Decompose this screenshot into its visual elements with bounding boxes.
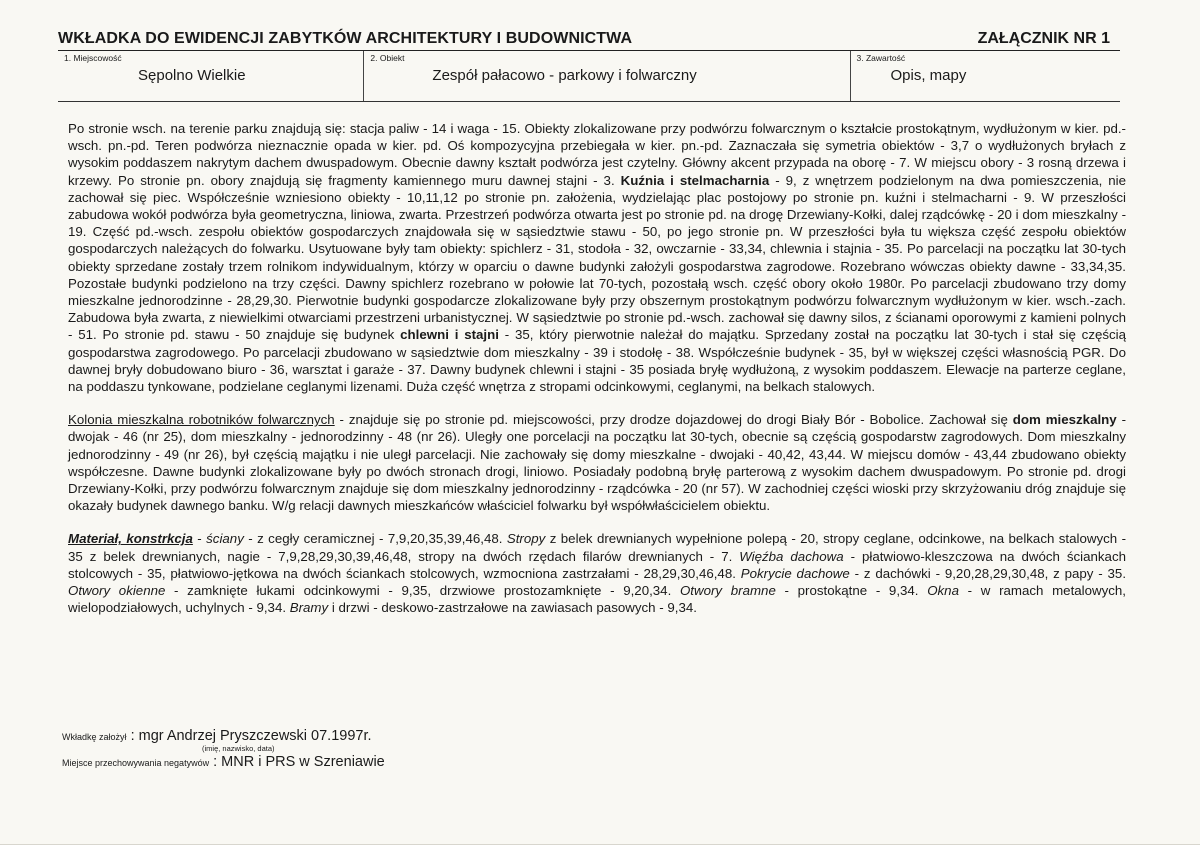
text-run-italic: Więźba dachowa (739, 548, 844, 564)
founded-sub-label: (imię, nazwisko, data) (202, 744, 275, 753)
paragraph-workers-colony (68, 411, 1126, 514)
text-run-bold: dom mieszkalny (1012, 412, 1117, 428)
founded-value: : mgr Andrzej Pryszczewski 07.1997r. (130, 728, 372, 744)
document-title: WKŁADKA DO EWIDENCJI ZABYTKÓW ARCHITEKTURY I BUDOWNICTWA (58, 30, 633, 47)
text-run: - 35, który pierwotnie należał do majątku. Sprzedany został na początku lat 30-tych i stał się częścią gospodarstwa zagrodowego. Po parcelacji zbudowano w sąsiedztwie dom mieszkalny - 39 i stodołę - 38. Współcześnie budynek - 35, był w większej części własnością PGR. Do dawnej bryły dobudowano biuro - 36, warsztat i garaże - 37. Dawny budynek chlewni i stajni - 35 posiada bryłę wydłużoną, z wysokim poddaszem. Elewacje na parterze ceglane, na poddaszu tynkowane, podzielane ceglanymi lizenami. Duża część wnętrza z stropami odcinkowymi, ceglanymi, na belkach stalowych. (68, 327, 1127, 395)
object-label: 2. Obiekt (370, 53, 405, 63)
text-run-italic: Stropy (506, 531, 546, 547)
text-run-bold: Kuźnia i stelmacharnia (620, 172, 770, 188)
text-run-italic: Okna (927, 583, 959, 599)
text-run: - w ramach metalowych, wielopodziałowych, uchylnych - 9,34. (68, 583, 1126, 616)
text-run-bold: chlewni i stajni (400, 327, 499, 343)
founded-label: Wkładkę założył (62, 732, 127, 742)
storage-row (62, 754, 385, 770)
paragraph-farm-buildings (68, 120, 1126, 395)
text-run: i drzwi - deskowo-zastrzałowe na zawiasach pasowych - 9,34. (328, 600, 697, 616)
attachment-number: ZAŁĄCZNIK NR 1 (977, 30, 1110, 47)
text-run: - 9, z wnętrzem podzielonym na dwa pomieszczenia, nie zachował się piec. Współcześnie wzniesiono obiekty - 10,11,12 po stronie pn. założenia, wydzielając plac postojowy po stronie pn. kuźni i stelmacharni - 9. W przeszłości zabudowa wokół podwórza była geometryczna, liniowa, zwarta. Przestrzeń podwórza otwarta jest po stronie pd. na drogę Drzewiany-Kołki, dalej rządcówkę - 20 i dom mieszkalny - 19. Część pd.-wsch. zespołu obiektów gospodarczych znajdowała się w sąsiedztwie stawu - 50, po jego stronie pn. W przeszłości była tu większa część zespołu obiektów gospodarczych należących do folwarku. Usytuowane były tam obiekty: spichlerz - 31, stodoła - 32, owczarnie - 33,34, chlewnia i stajnia - 35. Po parcelacji na początku lat 30-tych obiekty sprzedane zostały trzem rolnikom indywidualnym, którzy w oparciu o dawne budynki założyli gospodarstwa zagrodowe. Rozebrano wówczas obiekty dawne - 33,34,35. Pozostałe budynki podzielono na trzy części. Dawny spichlerz rozebrano w połowie lat 70-tych, pozostałą wsch. część obory około 1980r. Po parcelacji zbudowano trzy domy mieszkalne jednorodzinne - 28,29,30. Pierwotnie budynki gospodarcze zlokalizowane były przy obszernym prostokątnym podwórzu folwarcznym wydłużonym w kier. wsch.-zach. Zabudowa była zwarta, z niewielkimi otwarciami przestrzeni urbanistycznej. W sąsiedztwie po stronie pd.-wsch. zachował się dawny silos, z ścianami oporowymi z kamieni polnych - 51. Po stronie pd. stawu - 50 znajduje się budynek (68, 172, 1127, 343)
text-run-italic: Bramy (289, 600, 329, 616)
contents-label: 3. Zawartość (856, 53, 906, 63)
object-field (363, 51, 849, 101)
location-value: Sępolno Wielkie (138, 67, 246, 84)
text-run: - z dachówki - 9,20,28,29,30,48, z papy - 35. (849, 565, 1127, 581)
location-label: 1. Miejscowość (64, 53, 122, 63)
text-run: - dwojak - 46 (nr 25), dom mieszkalny - jednorodzinny - 48 (nr 26). Uległy one porcelacji na początku lat 30-tych, obecnie są częścią gospodarstw zagrodowych. Dom mieszkalny jednorodzinny - 49 (nr 26), był częścią majątku i nie uległ parcelacji. Nie zachowały się domy mieszkalne - dwojaki - 40,42, 43,44. W miejscu domów - 43,44 zbudowano obiekty współczesne. Dawne budynki zlokalizowane były po dwóch stronach drogi, liniowo. Posiadały podobną bryłę parterową z wysokim dachem dwuspadowym. Po stronie pd. drogi Drzewiany-Kołki, przy podwórzu folwarcznym znajduje się dom mieszkalny jednorodzinny - rządcówka - 20 (nr 57). W zachodniej części wioski przy skrzyżowaniu dróg znajduje się okazały budynek dawnego banku. W/g relacji dawnych mieszkańców właściciel folwarku był współwłaścicielem obiektu. (68, 412, 1126, 514)
document-body (68, 120, 1126, 616)
text-run: - płatwiowo-kleszczowa na dwóch ściankach stolcowych - 35, płatwiowo-jętkowa na dwóch ściankach stolcowych, wzmocniona zastrzałami - 28,29,30,46,48. (68, 548, 1126, 581)
location-field (58, 51, 363, 101)
contents-value: Opis, mapy (890, 67, 967, 84)
text-run-italic: Otwory okienne (68, 583, 166, 599)
text-run-italic: Pokrycie dachowe (740, 565, 850, 581)
text-run: - (192, 531, 207, 547)
document-header (58, 30, 1120, 48)
contents-field (850, 51, 1120, 101)
object-value: Zespół pałacowo - parkowy i folwarczny (432, 67, 697, 84)
text-run: - prostokątne - 9,34. (775, 583, 928, 599)
document-footer (62, 728, 385, 770)
storage-value: : MNR i PRS w Szreniawie (213, 754, 385, 770)
text-run: Po stronie wsch. na terenie parku znajdują się: stacja paliw - 14 i waga - 15. Obiekty zlokalizowane przy podwórzu folwarcznym o kształcie prostokątnym, wydłużonym w kier. pd.-wsch. pn.-pd. Teren podwórza nieznacznie opada w kier. pd. Oś kompozycyjna przebiegała w kier. pn.-pd. Zaznaczała się symetria obiektów - 3,7 o wydłużonych bryłach z wysokim poddaszem nakrytym dachem dwuspadowym. Obecnie dawny kształt podwórza jest czytelny. Główny akcent przypada na oborę - 7. W miejscu obory - 3 rosną drzewa i krzewy. Po stronie pn. obory znajdują się fragmenty kamiennego muru dawnej stajni - 3. (68, 121, 1126, 188)
text-run-italic: ściany (206, 531, 244, 547)
founded-by-row (62, 728, 385, 744)
text-run: - z cegły ceramicznej - 7,9,20,35,39,46,48. (243, 531, 507, 547)
text-run: - zamknięte łukami odcinkowymi - 9,35, drzwiowe prostozamknięte - 9,20,34. (165, 583, 680, 599)
text-run: z belek drewnianych wypełnione polepą - 20, stropy ceglane, odcinkowe, na belkach stalowych - 35 z belek drewnianych, nagie - 7,9,28,29,30,39,46,48, stropy na dwóch rzędach filarów drewnianych - 7. (68, 531, 1126, 564)
text-run-italic: Otwory bramne (679, 583, 776, 599)
paragraph-materials (68, 530, 1126, 616)
text-run: - znajduje się po stronie pd. miejscowości, przy drodze dojazdowej do drogi Biały Bór - Bobolice. Zachował się (334, 412, 1013, 428)
storage-label: Miejsce przechowywania negatywów (62, 758, 210, 768)
text-run-heading: Materiał, konstrkcja (68, 531, 193, 547)
info-fields (58, 51, 1120, 102)
text-run-underlined: Kolonia mieszkalna robotników folwarcznych (68, 412, 335, 428)
